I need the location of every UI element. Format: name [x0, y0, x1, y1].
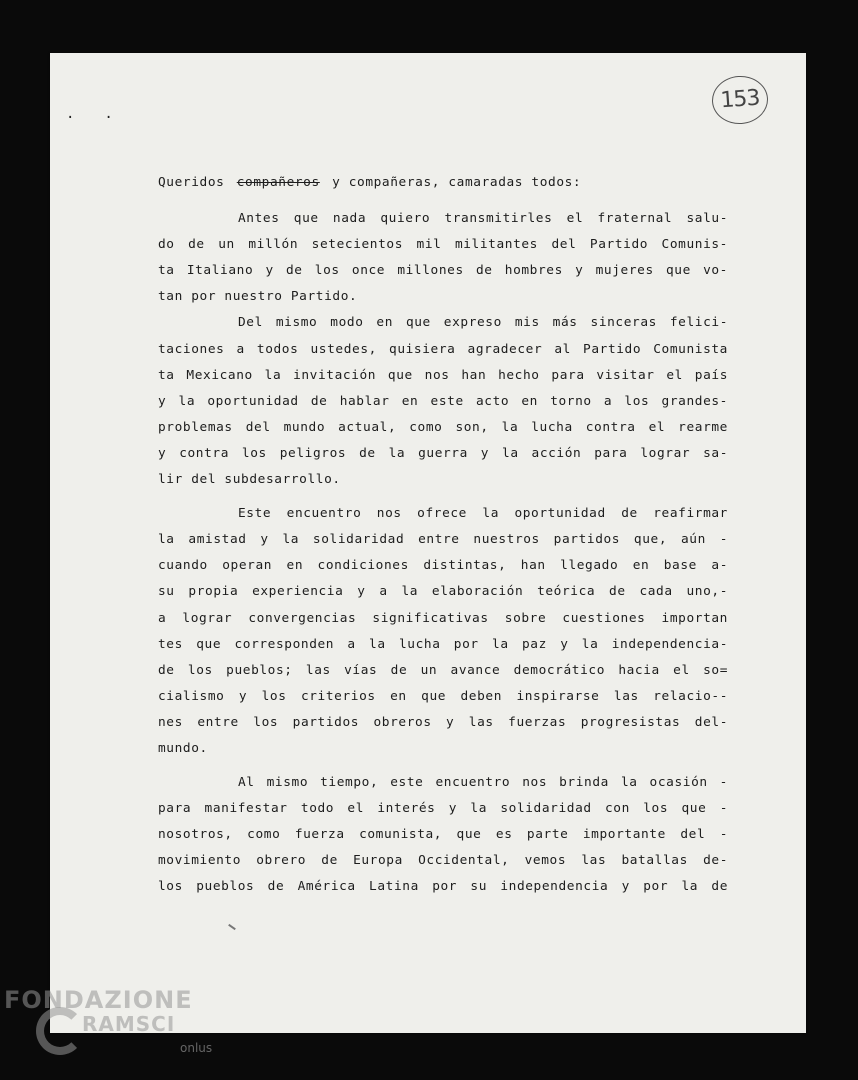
text-line: Este encuentro nos ofrece la oportunidad de reafirmar — [238, 506, 728, 522]
text-line: a lograr convergencias significativas sobre cuestiones importan — [158, 610, 728, 626]
watermark-sub: onlus — [180, 1041, 213, 1055]
text-line: su propia experiencia y a la elaboración teórica de cada uno,- — [158, 584, 728, 600]
text-line: problemas del mundo actual, como son, la lucha contra el rearme — [158, 419, 728, 435]
page-number-stamp: 153 — [710, 74, 769, 126]
paragraph-2 — [158, 310, 728, 493]
text-line: nes entre los partidos obreros y las fuerzas progresistas del- — [158, 714, 728, 730]
text-line: tan por nuestro Partido. — [158, 289, 358, 305]
text-line: y contra los peligros de la guerra y la acción para lograr sa- — [158, 445, 728, 461]
salutation-line — [158, 170, 728, 196]
text-line: para manifestar todo el interés y la solidaridad con los que - — [158, 801, 728, 817]
watermark-top: FONDAZIONE — [4, 986, 193, 1014]
text-line: y la oportunidad de hablar en este acto en torno a los grandes- — [158, 393, 728, 409]
paragraph-1 — [158, 206, 728, 310]
text-line: nosotros, como fuerza comunista, que es parte importante del - — [158, 827, 728, 843]
text-line: cuando operan en condiciones distintas, han llegado en base a- — [158, 558, 728, 574]
salutation-after: y compañeras, camaradas todos: — [332, 175, 582, 190]
paper-marks: ·· — [66, 110, 143, 126]
text-line: mundo. — [158, 740, 208, 756]
text-line: do de un millón setecientos mil militantes del Partido Comunis- — [158, 237, 728, 253]
typed-letter — [158, 170, 728, 901]
text-line: los pueblos de América Latina por su independencia y por la de — [158, 879, 728, 895]
text-line: tes que corresponden a la lucha por la paz y la independencia- — [158, 636, 728, 652]
text-line: lir del subdesarrollo. — [158, 472, 341, 488]
text-line: Al mismo tiempo, este encuentro nos brinda la ocasión - — [238, 775, 728, 791]
text-line: la amistad y la solidaridad entre nuestros partidos que, aún - — [158, 532, 728, 548]
text-line: movimiento obrero de Europa Occidental, vemos las batallas de- — [158, 853, 728, 869]
salutation-struck-word: compañeros — [236, 175, 320, 190]
paragraph-3 — [158, 501, 728, 762]
fondazione-gramsci-watermark — [4, 985, 244, 1080]
text-line: cialismo y los criterios en que deben inspirarse las relacio-- — [158, 688, 728, 704]
text-line: Antes que nada quiero transmitirles el fraternal salu- — [238, 211, 728, 227]
salutation-before: Queridos — [158, 175, 225, 190]
paragraph-4 — [158, 770, 728, 900]
text-line: Del mismo modo en que expreso mis más sinceras felici- — [238, 315, 728, 331]
text-line: de los pueblos; las vías de un avance democrático hacia el so= — [158, 662, 728, 678]
watermark-bottom: RAMSCI — [82, 1012, 176, 1036]
text-line: taciones a todos ustedes, quisiera agradecer al Partido Comunista — [158, 341, 728, 357]
watermark-g-logo-icon — [36, 1007, 84, 1055]
text-line: ta Italiano y de los once millones de hombres y mujeres que vo- — [158, 263, 728, 279]
text-line: ta Mexicano la invitación que nos han hecho para visitar el país — [158, 367, 728, 383]
